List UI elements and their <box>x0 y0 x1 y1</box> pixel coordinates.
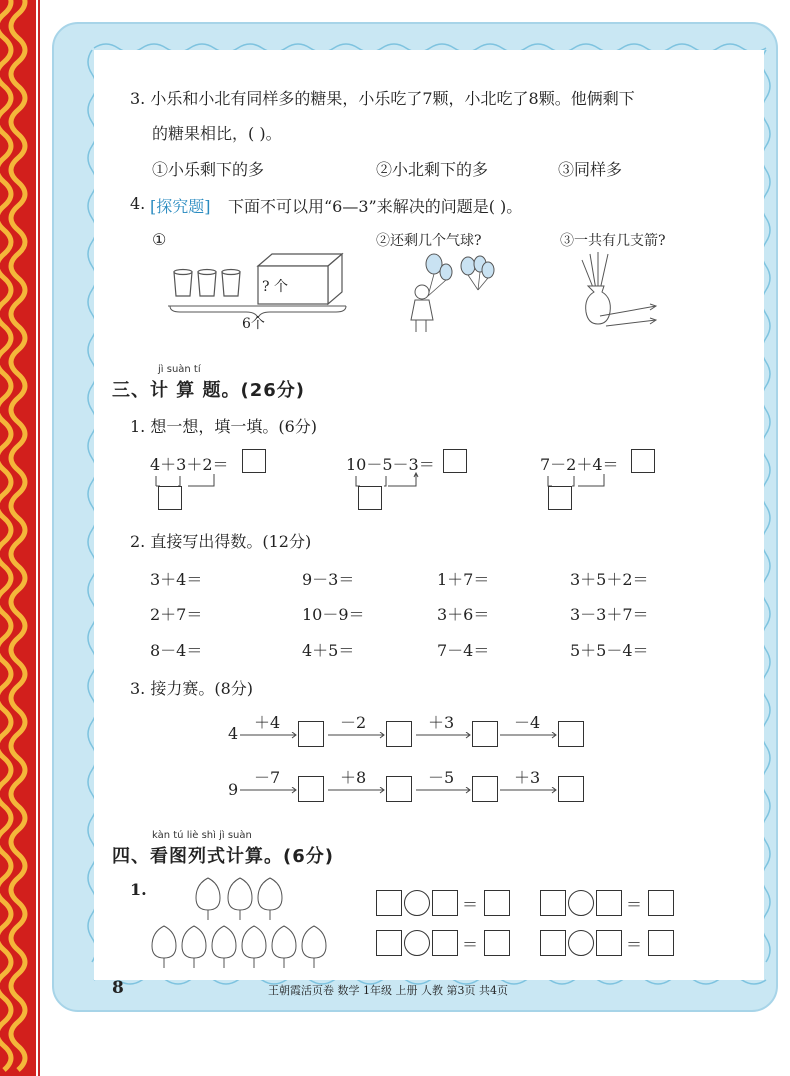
answer-box[interactable] <box>484 890 510 916</box>
sec3-sub3: 3. 接力赛。(8分) <box>130 679 254 698</box>
q3-option-1: ①小乐剩下的多 <box>152 160 265 179</box>
answer-box[interactable] <box>242 449 266 473</box>
operator-circle[interactable] <box>404 930 430 956</box>
answer-box[interactable] <box>648 890 674 916</box>
answer-box[interactable] <box>648 930 674 956</box>
answer-box[interactable] <box>386 776 412 802</box>
vase-with-arrows-illustration <box>576 250 660 334</box>
relay-op: ＋3 <box>428 713 455 732</box>
relay1-start: 4 <box>228 724 239 743</box>
answer-box[interactable] <box>558 776 584 802</box>
equals-sign: ＝ <box>462 895 479 914</box>
operator-circle[interactable] <box>568 890 594 916</box>
relay-op: ＋3 <box>514 768 541 787</box>
calc-item: 7－4＝ <box>437 641 490 660</box>
answer-box[interactable] <box>631 449 655 473</box>
calc-item: 3＋5＋2＝ <box>570 570 649 589</box>
calc-item: 4＋5＝ <box>302 641 355 660</box>
equals-sign: ＝ <box>462 935 479 954</box>
answer-box[interactable] <box>596 890 622 916</box>
relay-op: ＋4 <box>254 713 281 732</box>
answer-box[interactable] <box>376 930 402 956</box>
answer-box[interactable] <box>432 930 458 956</box>
q4-tag: [探究题] <box>150 197 211 216</box>
calc-item: 3＋4＝ <box>150 570 203 589</box>
equals-sign: ＝ <box>626 935 643 954</box>
expr-1: 4＋3＋2＝ <box>150 455 229 474</box>
sec4-title: 四、看图列式计算。(6分) <box>112 846 334 867</box>
relay-op: －5 <box>428 768 455 787</box>
calc-item: 3＋6＝ <box>437 605 490 624</box>
answer-box[interactable] <box>540 930 566 956</box>
answer-box[interactable] <box>376 890 402 916</box>
relay-op: －7 <box>254 768 281 787</box>
answer-box[interactable] <box>596 930 622 956</box>
q4-box-label: ? 个 <box>262 279 288 295</box>
answer-box[interactable] <box>558 721 584 747</box>
expr-2: 10－5－3＝ <box>346 455 435 474</box>
girl-with-balloons-illustration <box>400 252 500 336</box>
q3-line1: 3. 小乐和小北有同样多的糖果，小乐吃了7颗，小北吃了8颗。他俩剩下 <box>130 89 635 108</box>
calc-item: 5＋5－4＝ <box>570 641 649 660</box>
relay-op: ＋8 <box>340 768 367 787</box>
cups-and-box-illustration <box>168 248 348 310</box>
answer-box[interactable] <box>432 890 458 916</box>
operator-circle[interactable] <box>404 890 430 916</box>
q4-number: 4. <box>130 194 146 213</box>
expr-3: 7－2＋4＝ <box>540 455 619 474</box>
equals-sign: ＝ <box>626 895 643 914</box>
answer-box[interactable] <box>158 486 182 510</box>
answer-box[interactable] <box>548 486 572 510</box>
sec4-pinyin: kàn tú liè shì jì suàn <box>152 830 252 841</box>
relay2-start: 9 <box>228 780 239 799</box>
answer-box[interactable] <box>484 930 510 956</box>
answer-box[interactable] <box>386 721 412 747</box>
q3-option-2: ②小北剩下的多 <box>376 160 489 179</box>
q4-total-label: 6个 <box>242 316 265 332</box>
answer-box[interactable] <box>540 890 566 916</box>
sec3-pinyin: jì suàn tí <box>158 364 201 375</box>
footer-text: 王朝霞活页卷 数学 1年级 上册 人教 第3页 共4页 <box>268 984 508 997</box>
answer-box[interactable] <box>472 721 498 747</box>
sec3-title: 三、计 算 题。(26分) <box>112 380 306 401</box>
answer-box[interactable] <box>472 776 498 802</box>
calc-item: 8－4＝ <box>150 641 203 660</box>
q4-option-1: ① <box>152 230 167 249</box>
relay-op: －2 <box>340 713 367 732</box>
calc-item: 1＋7＝ <box>437 570 490 589</box>
calc-item: 3－3＋7＝ <box>570 605 649 624</box>
sec3-sub2: 2. 直接写出得数。(12分) <box>130 532 312 551</box>
q3-line2: 的糖果相比，( )。 <box>152 124 282 143</box>
q4-text: 下面不可以用“6—3”来解决的问题是( )。 <box>228 197 523 216</box>
q4-option-3: ③一共有几支箭? <box>560 233 666 249</box>
calc-item: 9－3＝ <box>302 570 355 589</box>
q4-option-2: ②还剩几个气球? <box>376 233 482 249</box>
calc-item: 10－9＝ <box>302 605 365 624</box>
calc-item: 2＋7＝ <box>150 605 203 624</box>
sec4-number: 1. <box>130 880 147 899</box>
trees-illustration <box>148 876 338 972</box>
answer-box[interactable] <box>298 721 324 747</box>
sec3-sub1: 1. 想一想，填一填。(6分) <box>130 417 318 436</box>
operator-circle[interactable] <box>568 930 594 956</box>
answer-box[interactable] <box>358 486 382 510</box>
answer-box[interactable] <box>443 449 467 473</box>
q3-option-3: ③同样多 <box>558 160 623 179</box>
page-number: 8 <box>112 978 124 998</box>
answer-box[interactable] <box>298 776 324 802</box>
relay-op: －4 <box>514 713 541 732</box>
